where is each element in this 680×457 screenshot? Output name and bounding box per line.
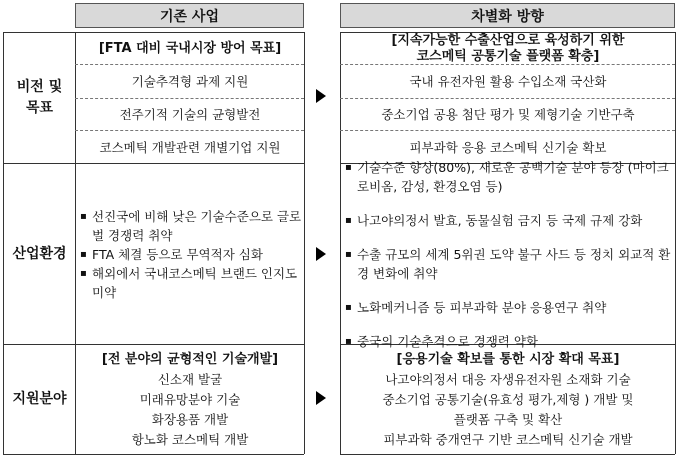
support-right-item: 나고야의정서 대응 자생유전자원 소재화 기술 [385, 371, 631, 387]
table-bottom-border-right [340, 454, 675, 455]
vision-left-item: 전주기적 기술의 균형발전 [119, 107, 261, 122]
support-right-item: 중소기업 공통기술(유효성 평가,제형 ) 개발 및 플랫폼 구축 및 확산 [382, 391, 634, 427]
table-bottom-border [3, 454, 304, 455]
support-right-block [341, 346, 675, 453]
industry-right-item: ▪ 수출 규모의 세계 5위권 도약 불구 사드 등 정치 외교적 환경 변화에 취약 [345, 245, 673, 283]
support-left-goal: [전 분야의 균형적인 기술개발] [101, 351, 279, 367]
support-left-item: 화장용품 개발 [151, 411, 229, 427]
support-left-item: 신소재 발굴 [157, 371, 223, 387]
support-left-item: 미래유망분야 기술 [139, 391, 241, 407]
vision-right-item: 국내 유전자원 활용 수입소재 국산화 [409, 74, 607, 89]
right-border [675, 32, 676, 454]
row-label-support: 지원분야 [12, 391, 67, 407]
industry-right-list [345, 159, 673, 349]
support-right-goal: [응용기술 확보를 통한 시장 확대 목표] [396, 351, 620, 367]
industry-right-item: ▪ 중국의 기술추격으로 경쟁력 약화 [345, 332, 673, 351]
vision-right-item: 피부과학 응용 코스메틱 신기술 확보 [409, 139, 607, 155]
header-differentiation: 차별화 방향 [340, 3, 675, 28]
vision-right-item: 중소기업 공용 첨단 평가 및 제형기술 기반구축 [381, 107, 635, 122]
right-arrow-icon [316, 391, 326, 405]
support-left-block [76, 346, 304, 453]
support-right-item: 피부과학 중개연구 기반 코스메틱 신기술 개발 [383, 431, 633, 447]
industry-left-item: ▪ FTA 체결 등으로 무역적자 심화 [80, 245, 302, 264]
left-table-right-border [304, 32, 305, 454]
vision-right-goal: [지속가능한 수출산업으로 육성하기 위한 코스메틱 공통기술 플랫폼 확충] [391, 32, 625, 64]
industry-left-list [80, 164, 302, 344]
row-label-vision: 비전 및 목표 [16, 79, 63, 116]
right-arrow-icon [316, 89, 326, 103]
industry-left-item: ▪ 해외에서 국내코스메틱 브랜드 인지도 미약 [80, 264, 302, 302]
industry-right-item: ▪ 노화메커니즘 등 피부과학 분야 응용연구 취약 [345, 298, 673, 317]
industry-right-item: ▪ 나고야의정서 발효, 동물실험 금지 등 국제 규제 강화 [345, 211, 673, 230]
vision-left-item: 기술추격형 과제 지원 [131, 74, 249, 89]
right-arrow-icon [316, 247, 326, 261]
industry-right-item: ▪ 기술수준 향상(80%), 새로운 공백기술 분야 등장 (마이크로비옴, 감성, 환경오염 등) [345, 158, 673, 196]
vision-left-item: 코스메틱 개발관련 개별기업 지원 [99, 139, 281, 155]
support-left-item: 항노화 코스메틱 개발 [131, 431, 249, 447]
row-label-industry: 산업환경 [12, 245, 67, 262]
vision-left-goal: [FTA 대비 국내시장 방어 목표] [98, 41, 282, 56]
industry-left-item: ▪ 선진국에 비해 낮은 기술수준으로 글로벌 경쟁력 취약 [80, 207, 302, 245]
header-existing: 기존 사업 [75, 3, 304, 28]
